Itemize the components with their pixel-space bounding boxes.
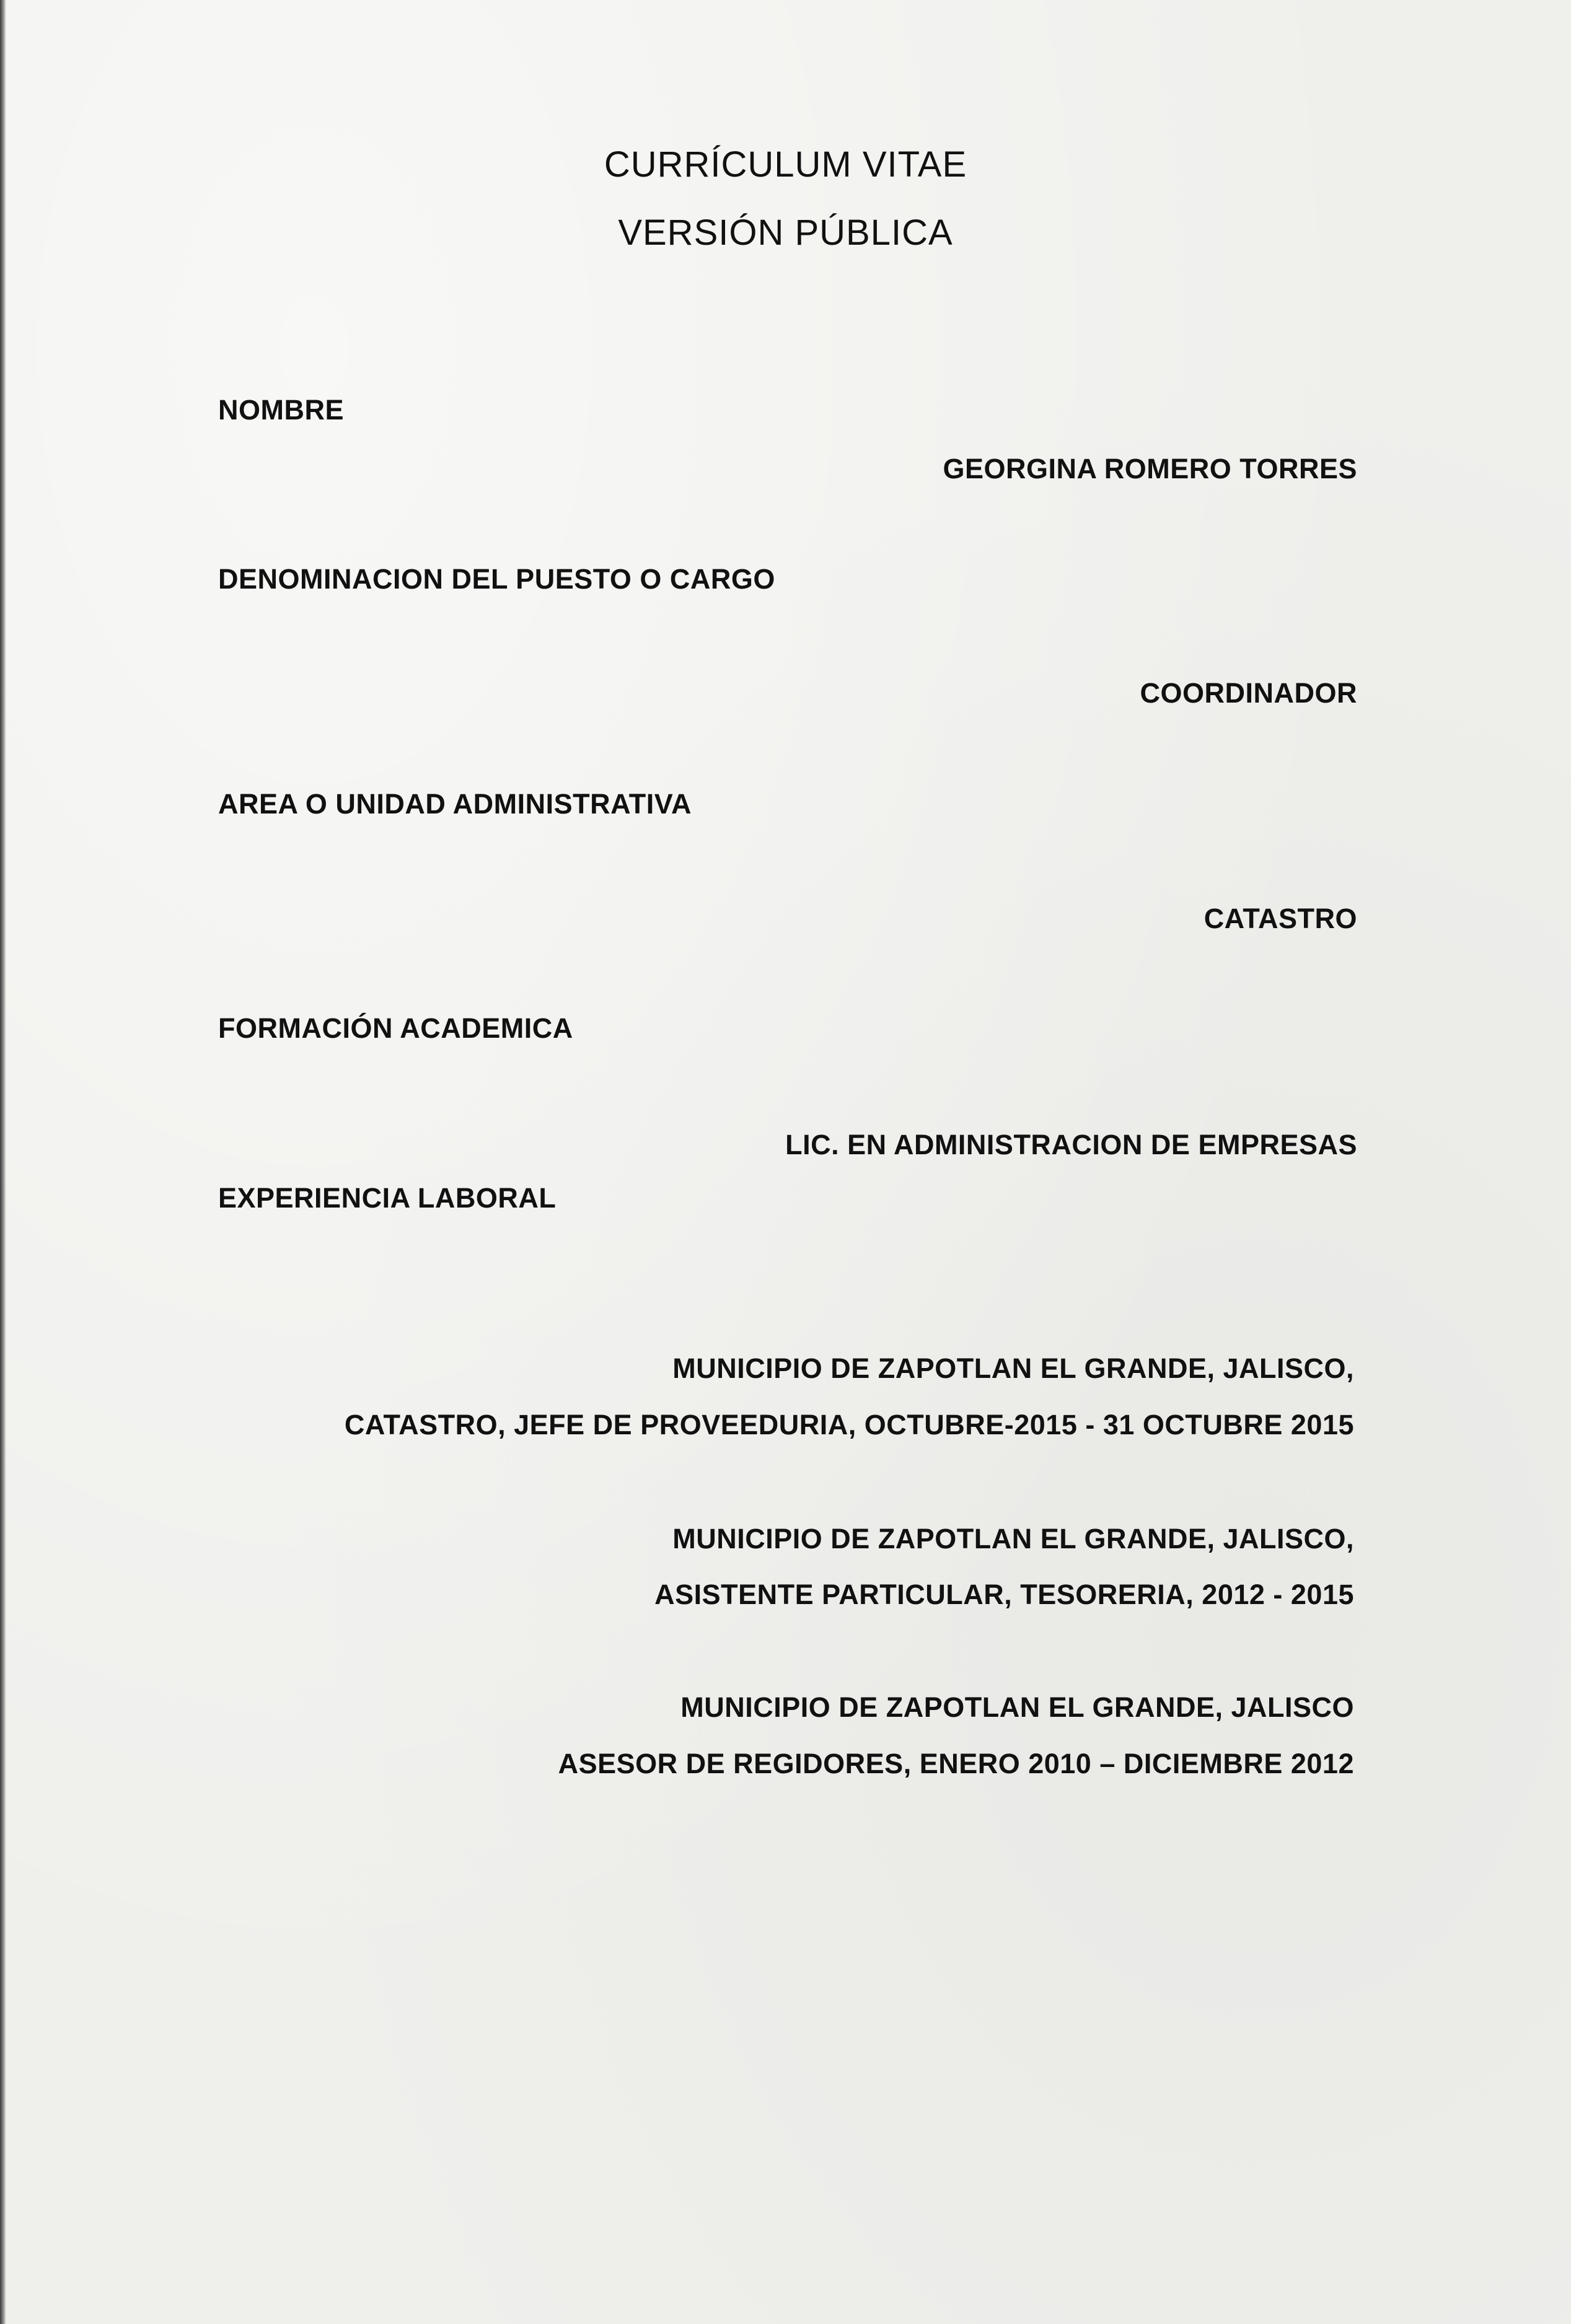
- formacion-label: FORMACIÓN ACADEMICA: [218, 1012, 573, 1044]
- page-edge-shadow: [0, 0, 6, 2324]
- document-title: CURRÍCULUM VITAE: [604, 144, 967, 185]
- nombre-label: NOMBRE: [218, 394, 344, 426]
- experiencia-label: EXPERIENCIA LABORAL: [218, 1182, 557, 1214]
- formacion-value: LIC. EN ADMINISTRACION DE EMPRESAS: [785, 1129, 1357, 1160]
- experiencia-entry-2-detail: ASISTENTE PARTICULAR, TESORERIA, 2012 - 2015: [654, 1579, 1354, 1610]
- experiencia-entry-3-employer: MUNICIPIO DE ZAPOTLAN EL GRANDE, JALISCO: [680, 1691, 1354, 1723]
- document-subtitle: VERSIÓN PÚBLICA: [618, 213, 953, 253]
- puesto-label: DENOMINACION DEL PUESTO O CARGO: [218, 563, 775, 595]
- puesto-value: COORDINADOR: [1140, 677, 1357, 709]
- experiencia-entry-2-employer: MUNICIPIO DE ZAPOTLAN EL GRANDE, JALISCO,: [672, 1523, 1354, 1554]
- area-value: CATASTRO: [1204, 903, 1357, 934]
- nombre-value: GEORGINA ROMERO TORRES: [943, 453, 1357, 485]
- experiencia-entry-1-detail: CATASTRO, JEFE DE PROVEEDURIA, OCTUBRE-2015 - 31 OCTUBRE 2015: [344, 1409, 1354, 1440]
- experiencia-entry-3-detail: ASESOR DE REGIDORES, ENERO 2010 – DICIEMBRE 2012: [558, 1748, 1354, 1779]
- experiencia-entry-1-employer: MUNICIPIO DE ZAPOTLAN EL GRANDE, JALISCO,: [672, 1353, 1354, 1384]
- area-label: AREA O UNIDAD ADMINISTRATIVA: [218, 788, 692, 820]
